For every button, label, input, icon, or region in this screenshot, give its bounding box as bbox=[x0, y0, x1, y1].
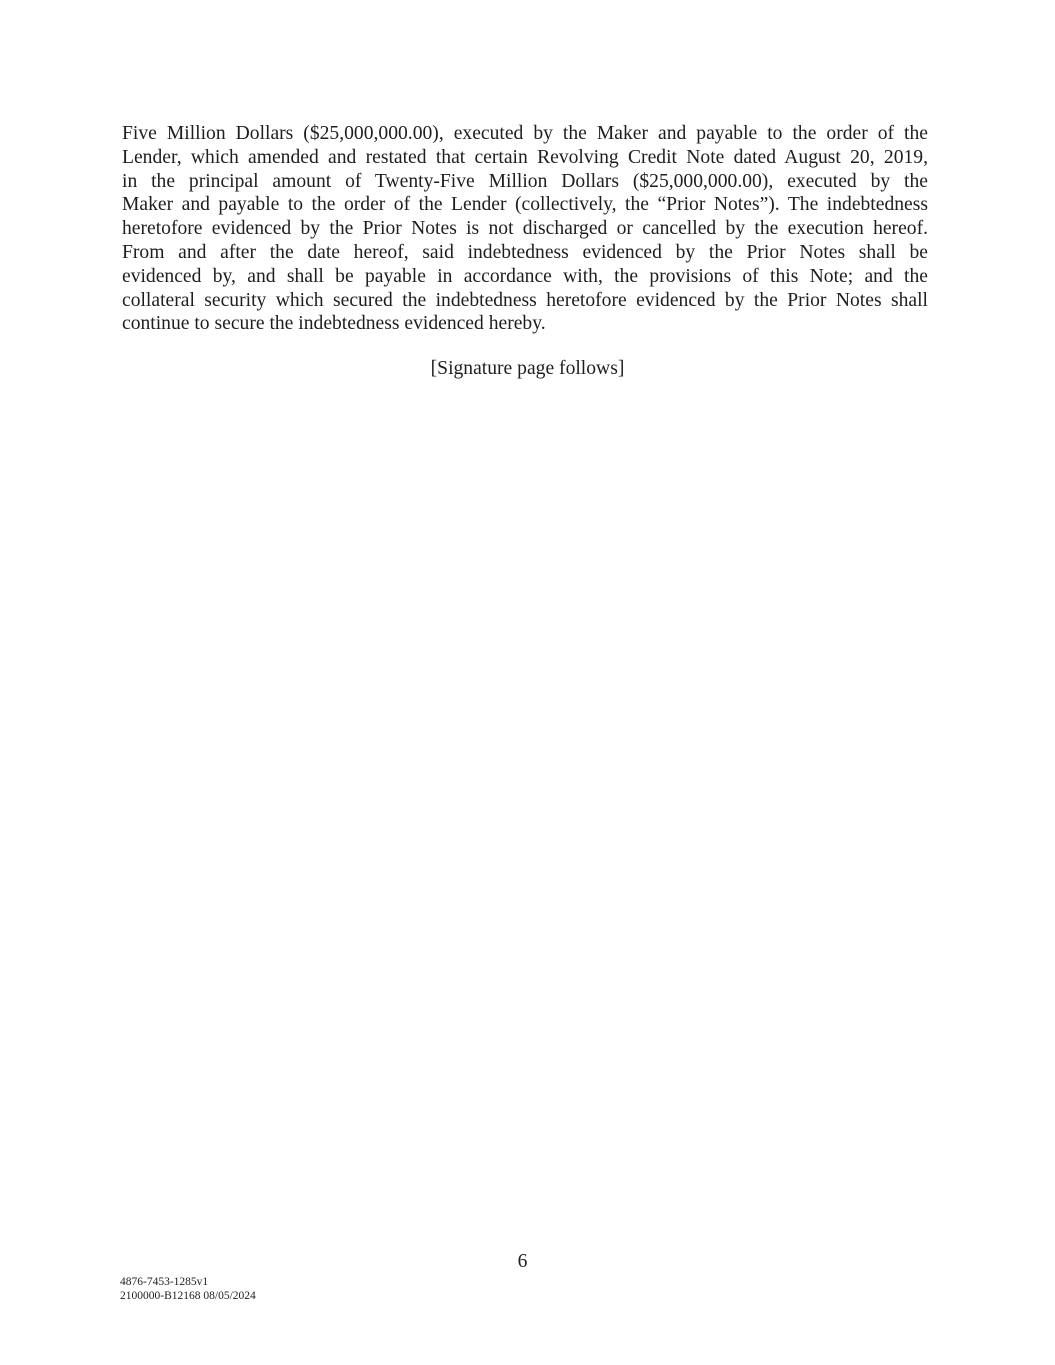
paragraph-line: in the principal amount of Twenty-Five Million Dollars ($25,000,000.00), executed by the bbox=[122, 170, 928, 192]
body-paragraph bbox=[122, 122, 928, 336]
signature-page-note: [Signature page follows] bbox=[430, 358, 625, 379]
paragraph-line: Lender, which amended and restated that certain Revolving Credit Note dated August 20, 2019, bbox=[122, 146, 928, 168]
footer-document-ids bbox=[120, 1275, 256, 1303]
paragraph-line: From and after the date hereof, said indebtedness evidenced by the Prior Notes shall be bbox=[122, 241, 928, 263]
footer-matter-date: 2100000-B12168 08/05/2024 bbox=[120, 1290, 256, 1302]
paragraph-line: collateral security which secured the indebtedness heretofore evidenced by the Prior Notes shall bbox=[122, 289, 928, 311]
paragraph-line: evidenced by, and shall be payable in accordance with, the provisions of this Note; and the bbox=[122, 265, 928, 287]
paragraph-line: continue to secure the indebtedness evidenced hereby. bbox=[122, 313, 546, 335]
footer-doc-id: 4876-7453-1285v1 bbox=[120, 1276, 209, 1288]
paragraph-line: Maker and payable to the order of the Lender (collectively, the “Prior Notes”). The indebtedness bbox=[122, 194, 928, 216]
paragraph-line: Five Million Dollars ($25,000,000.00), executed by the Maker and payable to the order of the bbox=[122, 123, 928, 144]
paragraph-line: heretofore evidenced by the Prior Notes is not discharged or cancelled by the execution hereof. bbox=[122, 218, 928, 240]
page-number: 6 bbox=[517, 1251, 528, 1272]
